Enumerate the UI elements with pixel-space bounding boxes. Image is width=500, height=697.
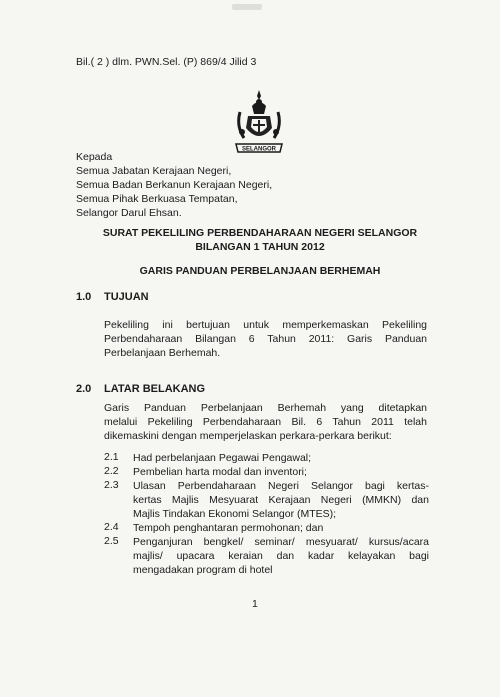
recipient-address [76,150,272,220]
list-item-line: Pembelian harta modal dan inventori; [133,466,307,478]
address-line: Selangor Darul Ehsan. [76,207,182,219]
paragraph-line: dikemaskini dengan memperjelaskan perkara-perkara berikut: [104,430,392,442]
scan-mark [232,4,262,10]
document-subtitle: GARIS PANDUAN PERBELANJAAN BERHEMAH [139,265,381,277]
list-item-number: 2.2 [104,465,119,477]
address-line: Semua Jabatan Kerajaan Negeri, [76,165,232,177]
list-item [133,465,429,479]
list-item-line: Penganjuran bengkel/ seminar/ mesyuarat/ kursus/acara [133,536,429,548]
address-line: Kepada [76,151,113,163]
list-item [133,521,429,535]
document-title [60,226,460,254]
list-item [133,479,429,521]
page-number: 1 [252,598,258,610]
title-line: BILANGAN 1 TAHUN 2012 [195,241,325,253]
list-item-line: Ulasan Perbendaharaan Negeri Selangor bagi kertas- [133,480,429,492]
list-item-line: Majlis Tindakan Ekonomi Selangor (MTES); [133,508,337,520]
section-heading: LATAR BELAKANG [104,383,206,395]
paragraph-line: Garis Panduan Perbelanjaan Berhemah yang ditetapkan [104,402,427,414]
list-item-number: 2.5 [104,535,119,547]
reference-number: Bil.( 2 ) dlm. PWN.Sel. (P) 869/4 Jilid 3 [76,56,257,68]
list-item-number: 2.3 [104,479,119,491]
list-item [133,535,429,577]
list-item-line: majlis/ upacara keraian dan kadar kelayakan bagi [133,550,429,562]
title-line: SURAT PEKELILING PERBENDAHARAAN NEGERI SELANGOR [102,227,418,239]
paragraph-line: Perbendaharaan Bilangan 6 Tahun 2011: Garis Panduan [104,333,427,345]
paragraph-line: Pekeliling ini bertujuan untuk memperkemaskan Pekeliling [104,319,427,331]
list-item-number: 2.1 [104,451,119,463]
address-line: Semua Pihak Berkuasa Tempatan, [76,193,238,205]
list-item-line: kertas Majlis Mesyuarat Kerajaan Negeri (MMKN) dan [133,494,429,506]
section-number: 1.0 [76,291,92,303]
address-line: Semua Badan Berkanun Kerajaan Negeri, [76,179,273,191]
section-paragraph [104,401,427,443]
section-number: 2.0 [76,383,92,395]
paragraph-line: Perbelanjaan Berhemah. [104,347,221,359]
list-item-line: Had perbelanjaan Pegawai Pengawal; [133,452,312,464]
paragraph-line: melalui Pekeliling Perbendaharaan Bil. 6 Tahun 2011 telah [104,416,427,428]
list-item-line: mengadakan program di hotel [133,564,273,576]
list-item-number: 2.4 [104,521,119,533]
section-paragraph [104,318,427,360]
list-item [133,451,429,465]
section-heading: TUJUAN [104,291,149,303]
crest-banner-text: SELANGOR [241,146,277,153]
list-item-line: Tempoh penghantaran permohonan; dan [133,522,324,534]
